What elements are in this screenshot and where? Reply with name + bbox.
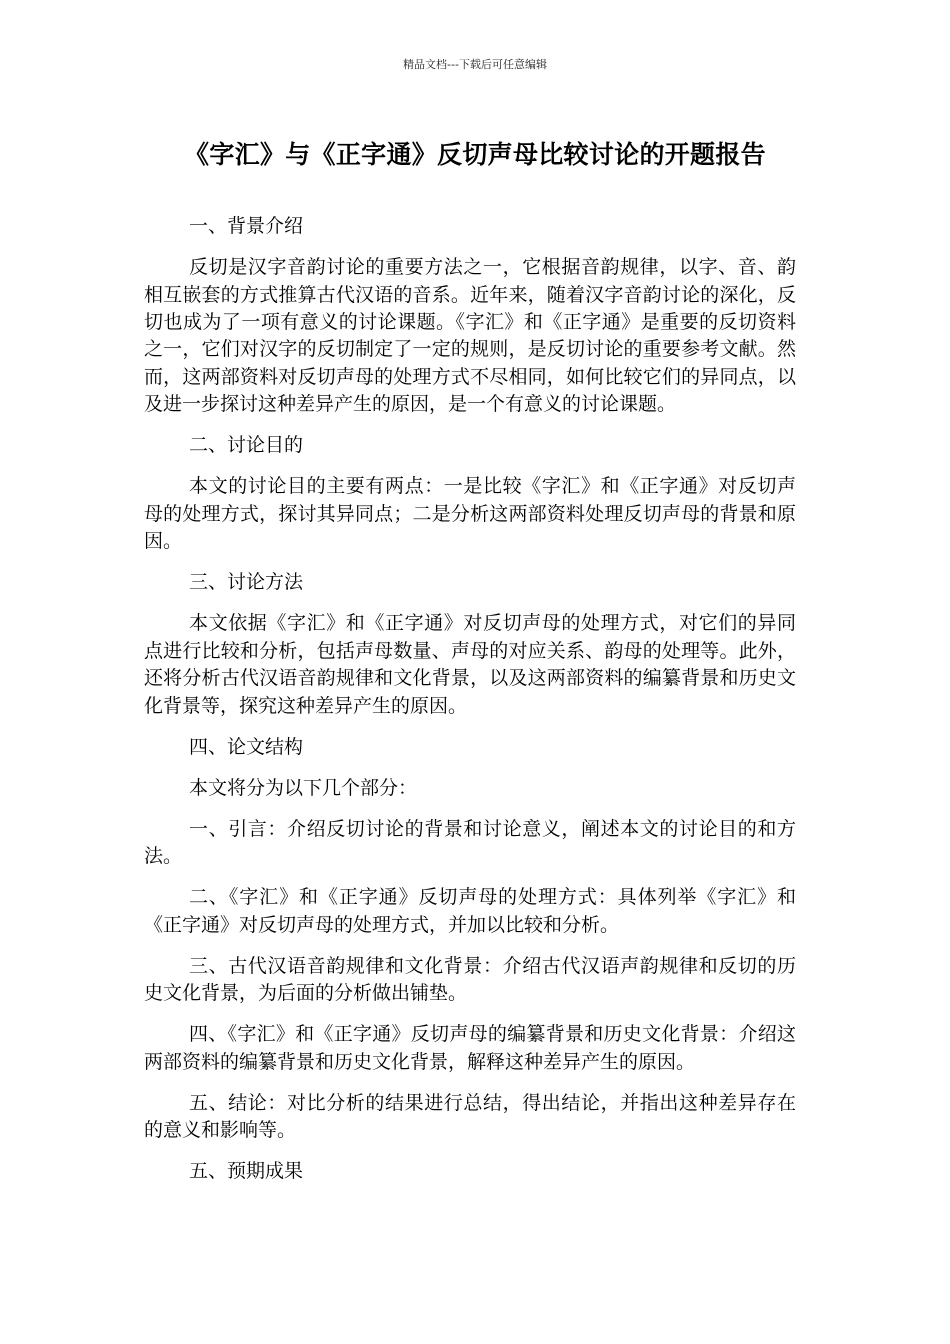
structure-item: 一、引言：介绍反切讨论的背景和讨论意义，阐述本文的讨论目的和方法。 xyxy=(144,817,796,868)
section-heading-method: 三、讨论方法 xyxy=(189,571,304,594)
document-title: 《字汇》与《正字通》反切声母比较讨论的开题报告 xyxy=(184,140,766,169)
structure-item: 二、《字汇》和《正字通》反切声母的处理方式：具体列举《字汇》和《正字通》对反切声母的处理方式，并加以比较和分析。 xyxy=(144,886,796,936)
structure-item: 五、结论：对比分析的结果进行总结，得出结论，并指出这种差异存在的意义和影响等。 xyxy=(144,1091,796,1142)
section-paragraph-method: 本文依据《字汇》和《正字通》对反切声母的处理方式，对它们的异同点进行比较和分析，包括声母数量、声母的对应关系、韵母的处理等。此外，还将分析古代汉语音韵规律和文化背景，以及这两部资料的编纂背景和历史文化背景等，探究这种差异产生的原因。 xyxy=(144,612,796,717)
section-heading-results: 五、预期成果 xyxy=(189,1160,304,1183)
section-heading-background: 一、背景介绍 xyxy=(189,215,304,237)
structure-item: 三、古代汉语音韵规律和文化背景：介绍古代汉语声韵规律和反切的历史文化背景，为后面的分析做出铺垫。 xyxy=(144,954,796,1005)
section-heading-structure: 四、论文结构 xyxy=(189,735,304,758)
section-paragraph-background: 反切是汉字音韵讨论的重要方法之一，它根据音韵规律，以字、音、韵相互嵌套的方式推算古代汉语的音系。近年来，随着汉字音韵讨论的深化，反切也成为了一项有意义的讨论课题。《字汇》和《正字通》是重要的反切资料之一，它们对汉字的反切制定了一定的规则，是反切讨论的重要参考文献。然而，这两部资料对反切声母的处理方式不尽相同，如何比较它们的异同点，以及进一步探讨这种差异产生的原因，是一个有意义的讨论课题。 xyxy=(144,256,796,416)
document-body xyxy=(144,213,796,1199)
page-header: 精品文档---下载后可任意编辑 xyxy=(403,58,547,71)
structure-item: 四、《字汇》和《正字通》反切声母的编纂背景和历史文化背景：介绍这两部资料的编纂背景和历史文化背景，解释这种差异产生的原因。 xyxy=(144,1023,796,1073)
section-heading-purpose: 二、讨论目的 xyxy=(189,434,304,457)
section-paragraph-purpose: 本文的讨论目的主要有两点：一是比较《字汇》和《正字通》对反切声母的处理方式，探讨其异同点；二是分析这两部资料处理反切声母的背景和原因。 xyxy=(144,475,796,553)
structure-intro: 本文将分为以下几个部分： xyxy=(189,776,418,799)
